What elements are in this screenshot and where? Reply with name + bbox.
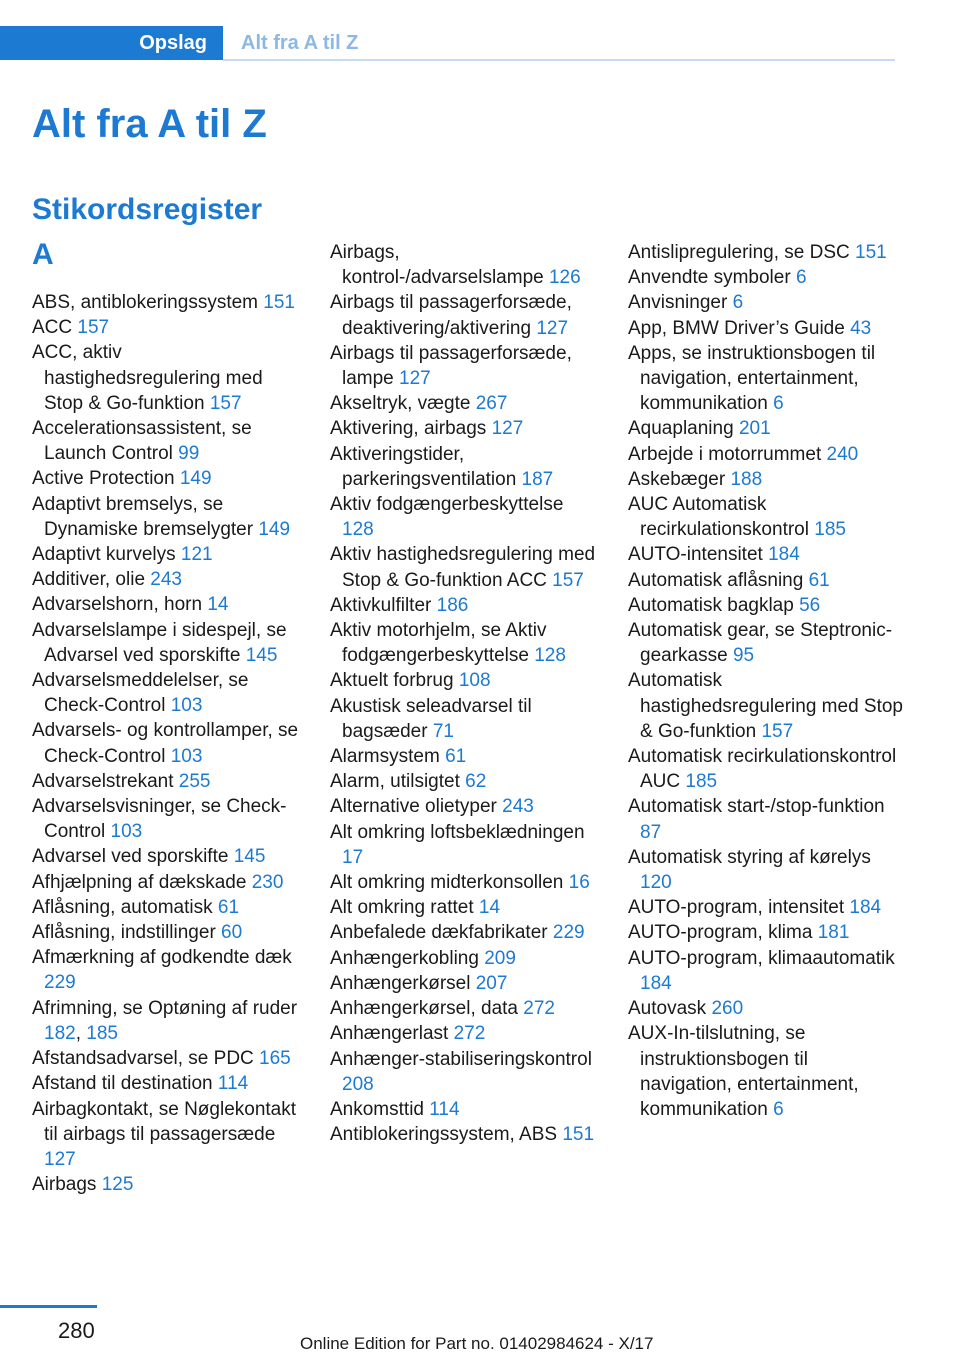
index-entry [330,593,600,618]
index-entry-text: Anbefalede dækfabrikater [330,922,548,944]
page-reference-link[interactable]: 260 [711,998,744,1020]
index-entry-text: Alt omkring midterkonsollen [330,872,564,894]
index-entry [628,467,903,492]
index-entry [330,290,600,340]
page-reference-link[interactable]: 157 [552,569,584,591]
index-entry [32,668,302,718]
page-reference-link[interactable]: 188 [730,468,763,490]
index-entry [32,592,302,617]
index-entry-text: Antiblokeringssystem, ABS [330,1124,558,1146]
index-entry-text: Aktivkulfilter [330,594,432,616]
page-reference-link[interactable]: 272 [453,1023,486,1045]
page-title: Alt fra A til Z [32,102,267,146]
page-reference-link[interactable]: 14 [207,594,229,616]
page-reference-link[interactable]: 187 [521,468,554,490]
index-entry-text: AUX-In-tilslutning, se instruktionsbogen til navigation, entertainment, kommunikation [628,1023,859,1120]
index-entry-text: Ankomsttid [330,1098,424,1120]
page-reference-link[interactable]: 128 [342,519,374,541]
index-entry-text: Advarselsvisninger, se Check-Control [32,796,287,843]
index-entry-text: Adaptivt kurvelys [32,544,176,566]
page-reference-link[interactable]: 157 [761,720,794,742]
page-reference-link[interactable]: 62 [465,771,487,793]
page-reference-link[interactable]: 6 [773,393,784,415]
index-entry [628,492,903,542]
index-entry [330,895,600,920]
index-entry-text: Advarsel ved sporskifte [32,846,229,868]
index-entry [330,971,600,996]
page-reference-link[interactable]: 126 [548,267,581,289]
index-entry-text: Aflåsning, indstillinger [32,922,216,944]
index-entry-text: Adaptivt bremselys, se Dynamiske bremselygter [32,493,254,540]
index-entry-text: Alarmsystem [330,746,440,768]
index-entry-text: Airbags til passagerforsæde, deaktivering/aktivering [330,292,572,339]
index-entry [32,416,302,466]
index-entry [32,340,302,416]
index-list-2 [330,240,600,1147]
page-reference-link[interactable]: 6 [732,292,744,314]
page-reference-link[interactable]: 181 [817,922,850,944]
index-entry-text: Akustisk seleadvarsel til bagsæder [330,695,532,742]
page-reference-link[interactable]: 103 [170,745,203,767]
page-reference-link[interactable]: 61 [445,746,467,768]
index-entry [330,668,600,693]
page-reference-link[interactable]: 16 [568,872,590,894]
index-entry-text: Aktiv fodgængerbeskyttelse [330,494,564,516]
page-reference-link[interactable]: 255 [178,770,211,792]
page-reference-link[interactable]: 184 [640,972,672,994]
index-entry [32,290,302,315]
tab-opslag[interactable]: Opslag [0,26,223,60]
index-entry-text: Afmærkning af godkendte dæk [32,947,292,969]
index-entry [330,996,600,1021]
index-entry [628,265,903,290]
index-entry-text: Accelerationsassistent, se Launch Control [32,418,252,465]
index-entry-text: Alt omkring rattet [330,897,474,919]
index-entry [32,1172,302,1197]
index-entry [330,1047,600,1097]
page-reference-link[interactable]: 17 [342,846,364,868]
index-entry [32,315,302,340]
page-reference-link[interactable]: 99 [178,443,200,465]
page-reference-link[interactable]: 229 [44,972,76,994]
page-reference-link[interactable]: 43 [850,317,872,339]
page-reference-link[interactable]: 103 [110,821,143,843]
index-entry [32,718,302,768]
page-reference-link[interactable]: 185 [814,519,846,541]
index-entry-text: ACC [32,317,73,339]
index-entry-text: AUTO-program, klimaautomatik [628,947,895,969]
index-entry-text: Anhænger-stabiliseringskontrol [330,1048,592,1070]
index-entry-text: Additiver, olie [32,569,146,591]
index-entry [32,769,302,794]
index-entry [32,1071,302,1096]
page-reference-link[interactable]: 6 [773,1098,784,1120]
index-entry [628,290,903,315]
header-bar [0,26,895,60]
index-entry [330,391,600,416]
index-entry-text: Automatisk gear, se Steptronic-gearkasse [628,620,893,667]
page-reference-link[interactable]: 108 [458,670,491,692]
index-entry [32,870,302,895]
index-entry-text: Autovask [628,998,707,1020]
index-entry [628,618,903,668]
page-reference-link[interactable]: 208 [342,1073,374,1095]
index-entry [628,240,903,265]
page-reference-link[interactable]: 121 [180,544,213,566]
index-entry-text: Anhængerkørsel [330,972,471,994]
index-entry [628,341,903,417]
index-entry-text: Automatisk bagklap [628,594,794,616]
index-entry-text: Afhjælpning af dækskade [32,871,247,893]
index-list-1 [32,290,302,1197]
footer-edition: Online Edition for Part no. 01402984624 - X/17 [300,1334,654,1353]
index-entry [628,542,903,567]
index-entry-text: Aktuelt forbrug [330,670,454,692]
index-entry-text: Aktiveringstider, parkeringsventilation [330,443,517,490]
page-reference-link[interactable]: 157 [209,392,242,414]
index-entry-text: Airbags til passagerforsæde, lampe [330,342,572,390]
index-entry-text: Automatisk styring af kørelys [628,846,871,868]
index-entry-text: App, BMW Driver’s Guide [628,317,845,339]
page-reference-link[interactable]: 240 [826,443,859,465]
index-entry [32,466,302,491]
index-entry-text: Automatisk hastighedsregulering med Stop & Go-funktion [628,670,904,742]
index-entry-text: Askebæger [628,468,726,490]
index-entry [330,240,600,290]
index-entry-text: Anhængerlast [330,1023,449,1045]
index-entry-text: Alarm, utilsigtet [330,771,460,793]
index-column-3 [628,240,903,1122]
index-entry [628,895,903,920]
page-reference-link[interactable]: 243 [502,796,534,818]
index-entry [32,945,302,995]
page-reference-link[interactable]: 61 [808,569,830,591]
page-reference-link[interactable]: 120 [640,872,672,894]
tab-alt-fra-a-til-z[interactable]: Alt fra A til Z [241,31,359,54]
page-reference-link[interactable]: 230 [251,871,284,893]
footer-rule [0,1305,97,1308]
index-entry-text: Afstand til destination [32,1073,213,1095]
index-entry [330,442,600,492]
index-entry-text: Anhængerkørsel, data [330,998,518,1020]
index-entry [32,492,302,542]
index-entry-text: Aktiv motorhjelm, se Aktiv fodgængerbeskyttelse [330,620,547,667]
index-entry-text: Alt omkring loftsbeklædningen [330,821,585,843]
index-entry-text: Antislipregulering, se DSC [628,242,850,263]
page-reference-link[interactable]: 209 [484,947,516,969]
index-entry-text: Apps, se instruktionsbogen til navigation, entertainment, kommunikation [628,342,876,415]
index-entry-text: Automatisk start-/stop-funktion [628,796,885,818]
index-entry [330,1021,600,1046]
index-entry-text: Anhængerkobling [330,947,479,969]
page-reference-link[interactable]: 182 [44,1022,76,1044]
index-entry-text: Advarselshorn, horn [32,594,203,616]
index-entry [628,845,903,895]
page-reference-link[interactable]: 114 [429,1098,460,1120]
index-entry [330,1097,600,1122]
index-entry [330,341,600,391]
index-entry-text: Akseltryk, vægte [330,393,471,415]
index-entry-text: Active Protection [32,468,175,490]
index-entry-text: Advarselslampe i sidespejl, se Advarsel ved sporskifte [32,619,287,666]
index-entry-text: ACC, aktiv hastighedsregulering med Stop & Go-funktion [32,342,263,414]
page-reference-link[interactable]: 149 [258,518,291,540]
page-reference-link[interactable]: 184 [768,544,800,566]
index-entry [330,416,600,441]
index-entry-text: Alternative olietyper [330,796,497,818]
index-entry-text: AUC Automatisk recirkulationskontrol [628,494,809,541]
index-entry [330,492,600,542]
index-entry [32,618,302,668]
page-reference-link[interactable]: 201 [738,418,771,440]
index-entry-text: Advarsels- og kontrollamper, se Check-Control [32,720,299,767]
index-entry [32,794,302,844]
index-entry [628,996,903,1021]
index-entry [32,1097,302,1173]
page-reference-link[interactable]: 145 [233,846,266,868]
index-entry [32,844,302,869]
index-entry [330,920,600,945]
index-entry-text: Airbags, kontrol-/advarselslampe [330,242,544,289]
index-entry-text: AUTO-program, intensitet [628,897,845,919]
index-column-2 [330,240,600,1147]
page-reference-link[interactable]: 207 [475,972,508,994]
page-reference-link[interactable]: 272 [523,998,555,1020]
index-entry [330,744,600,769]
page-reference-link[interactable]: 128 [534,645,566,667]
index-entry [628,1021,903,1122]
page-reference-link[interactable]: 127 [399,368,431,390]
page-reference-link[interactable]: 6 [795,267,807,289]
index-entry [330,820,600,870]
page-reference-link[interactable]: 127 [536,317,569,339]
index-entry [628,946,903,996]
index-entry-text: Arbejde i motorrummet [628,443,822,465]
index-entry-text: Afstandsadvarsel, se PDC [32,1048,254,1070]
page-reference-link[interactable]: 151 [855,242,887,263]
index-entry [330,794,600,819]
index-entry [628,920,903,945]
index-entry-text: Airbagkontakt, se Nøglekontakt til airbags til passagersæde [32,1098,297,1145]
index-entry [330,946,600,971]
index-entry [330,618,600,668]
index-entry [628,442,903,467]
page-reference-link[interactable]: 145 [245,644,278,666]
page-reference-link[interactable]: 186 [436,594,469,616]
page-reference-link[interactable]: 185 [86,1022,118,1044]
index-entry [330,870,600,895]
index-entry-text: Afrimning, se Optøning af ruder [32,997,298,1019]
index-entry [628,568,903,593]
section-title: Stikordsregister [32,193,263,226]
page-reference-link[interactable]: 151 [562,1124,595,1146]
index-entry-text: Aktivering, airbags [330,418,487,440]
index-entry-text: Automatisk aflåsning [628,569,804,591]
index-entry [628,416,903,441]
index-entry-text: Airbags [32,1174,97,1196]
page-reference-link[interactable]: 125 [101,1174,134,1196]
page-reference-link[interactable]: 71 [432,720,454,742]
page-reference-link[interactable]: 114 [217,1073,249,1095]
index-column-1 [32,240,302,1197]
page-reference-link[interactable]: 127 [491,418,524,440]
page-reference-link[interactable]: 165 [259,1048,291,1070]
index-entry-text: Automatisk recirkulationskontrol AUC [628,746,897,793]
index-entry-text: AUTO-program, klima [628,922,813,944]
page-reference-link[interactable]: 56 [799,594,821,616]
page-reference-link[interactable]: 243 [150,569,182,591]
index-entry [628,668,903,744]
page-reference-link[interactable]: 157 [77,317,110,339]
index-entry [32,542,302,567]
page-reference-link[interactable]: 149 [179,468,212,490]
index-entry [330,694,600,744]
index-entry: Afrimning, se Optøning af ruder 182, 185 [32,997,298,1044]
page-reference-link[interactable]: 184 [849,897,882,919]
header-divider [223,59,895,61]
index-letter: A [32,238,54,271]
index-entry-text: Aktiv hastighedsregulering med Stop & Go-funktion ACC [330,544,596,591]
index-entry-text: Advarselstrekant [32,770,174,792]
page-reference-link[interactable]: 60 [221,922,243,944]
index-entry [330,1122,600,1147]
index-entry [628,593,903,618]
index-entry [628,744,903,794]
index-entry [628,316,903,341]
page-reference-link[interactable]: 61 [217,896,240,918]
page-reference-link[interactable]: 14 [478,897,501,919]
index-entry-text: Anvendte symboler [628,267,791,289]
index-entry [330,542,600,592]
index-entry [32,895,302,920]
page-reference-link[interactable]: 267 [475,393,508,415]
page-reference-link[interactable]: 103 [170,695,203,717]
index-entry [32,567,302,592]
index-entry [330,769,600,794]
index-entry [628,794,903,844]
index-entry-text: Aflåsning, automatisk [32,896,213,918]
index-entry-text: Anvisninger [628,292,728,314]
page-reference-link[interactable]: 229 [552,922,585,944]
index-entry [32,920,302,945]
page-number: 280 [58,1318,95,1343]
page-reference-link[interactable]: 87 [640,821,662,843]
page-reference-link[interactable]: 95 [732,645,755,667]
page-reference-link[interactable]: 185 [685,771,718,793]
index-list-3 [628,240,903,1122]
index-entry-text: ABS, antiblokeringssystem [32,292,258,313]
page-reference-link[interactable]: 151 [263,292,295,313]
index-entry-text: AUTO-intensitet [628,544,763,566]
index-entry-text: Aquaplaning [628,418,734,440]
index-entry [32,1046,302,1071]
page-reference-link[interactable]: 127 [44,1148,76,1170]
index-entry-text: Advarselsmeddelelser, se Check-Control [32,670,249,717]
